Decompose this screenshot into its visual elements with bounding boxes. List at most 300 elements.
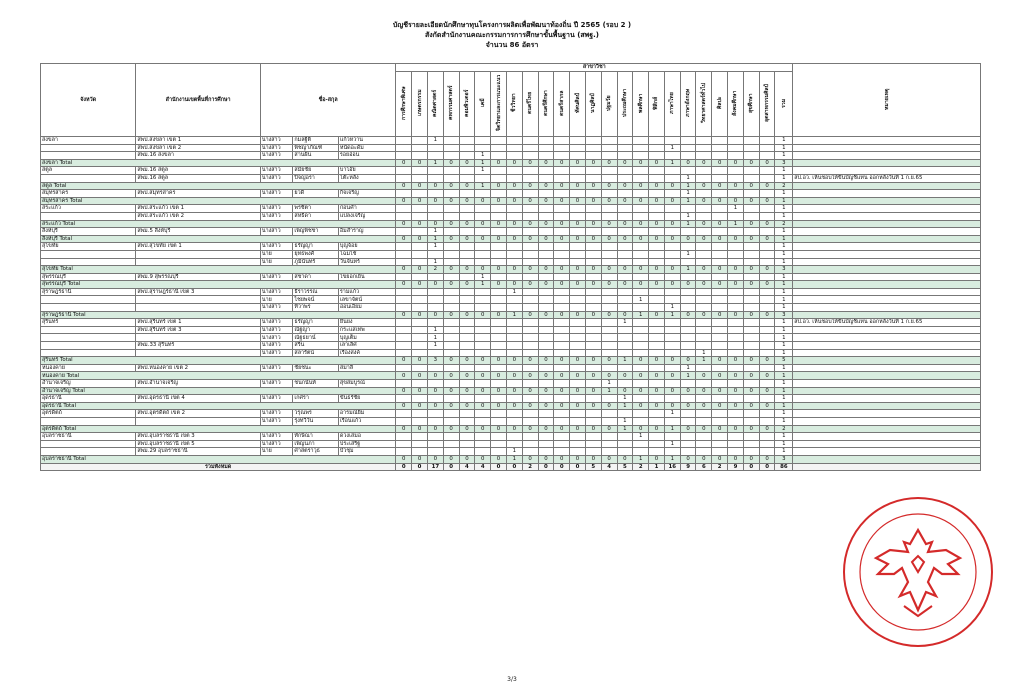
subject-value-cell	[570, 167, 586, 175]
subject-value-cell: 3	[427, 357, 443, 365]
province-total-row	[41, 311, 981, 319]
table-row	[41, 334, 981, 342]
subject-value-cell	[617, 326, 633, 334]
subject-value-cell: 0	[570, 425, 586, 433]
subject-value-cell: 0	[617, 182, 633, 190]
subject-value-cell: 0	[475, 266, 491, 274]
subject-value-cell	[633, 326, 649, 334]
subject-value-cell	[443, 167, 459, 175]
subject-value-cell	[459, 417, 475, 425]
subject-value-cell	[712, 433, 728, 441]
office-cell: สพป.อุบลราชธานี เขต 5	[136, 440, 261, 448]
subject-value-cell	[743, 205, 759, 213]
subject-value-cell	[728, 167, 744, 175]
subject-value-cell	[491, 273, 507, 281]
subject-value-cell	[680, 167, 696, 175]
subject-value-cell: 0	[538, 387, 554, 395]
subject-value-cell: 0	[664, 266, 680, 274]
subject-value-cell	[712, 364, 728, 372]
subject-value-cell: 1	[427, 258, 443, 266]
subject-value-cell	[585, 144, 601, 152]
subject-value-cell	[475, 380, 491, 388]
subject-value-cell	[728, 417, 744, 425]
subject-value-cell	[522, 258, 538, 266]
subject-value-cell	[664, 349, 680, 357]
subject-value-cell	[585, 326, 601, 334]
subject-value-cell: 1	[696, 349, 712, 357]
subject-value-cell: 0	[649, 281, 665, 289]
subject-value-cell	[443, 304, 459, 312]
subject-value-cell: 0	[396, 182, 412, 190]
office-cell: สพป.อำนาจเจริญ	[136, 380, 261, 388]
subject-value-cell	[475, 137, 491, 145]
table-row	[41, 440, 981, 448]
subject-value-cell: 0	[412, 197, 428, 205]
first-name-cell: สลารัตน์	[293, 349, 339, 357]
subject-value-cell	[506, 152, 522, 160]
note-cell	[793, 220, 981, 228]
subject-value-cell: 0	[412, 402, 428, 410]
subject-value-cell: 1	[680, 266, 696, 274]
table-row	[41, 167, 981, 175]
title-cell: นาย	[260, 250, 293, 258]
subject-value-cell	[538, 433, 554, 441]
row-total-cell: 1	[775, 334, 793, 342]
subject-value-cell	[570, 190, 586, 198]
first-name-cell: ปิจญ่อรา	[293, 174, 339, 182]
subject-value-cell: 0	[696, 159, 712, 167]
subject-value-cell: 0	[522, 357, 538, 365]
subject-value-cell	[743, 440, 759, 448]
subject-value-cell: 0	[538, 357, 554, 365]
subject-value-cell	[506, 258, 522, 266]
subject-value-cell	[664, 296, 680, 304]
subject-value-cell	[728, 334, 744, 342]
note-cell	[793, 250, 981, 258]
table-row	[41, 326, 981, 334]
subject-value-cell	[475, 342, 491, 350]
subject-value-cell	[712, 228, 728, 236]
subject-value-cell	[427, 364, 443, 372]
subject-value-cell	[601, 417, 617, 425]
subject-value-cell: 0	[396, 455, 412, 463]
subject-value-cell	[491, 212, 507, 220]
subject-value-cell: 0	[585, 372, 601, 380]
subject-value-cell: 0	[570, 463, 586, 471]
subject-value-cell: 0	[759, 266, 775, 274]
subject-value-cell	[491, 288, 507, 296]
subject-value-cell: 1	[475, 167, 491, 175]
note-cell	[793, 288, 981, 296]
subject-value-cell	[570, 319, 586, 327]
subject-value-cell	[633, 152, 649, 160]
subject-value-cell	[633, 190, 649, 198]
province-cell: อำนาจเจริญ	[41, 380, 136, 388]
subject-value-cell	[522, 296, 538, 304]
subject-value-cell	[712, 212, 728, 220]
subject-value-cell: 0	[491, 235, 507, 243]
subject-value-cell	[633, 212, 649, 220]
row-total-cell: 2	[775, 182, 793, 190]
row-total-cell: 1	[775, 440, 793, 448]
province-total-label: อุบลราชธานี Total	[41, 455, 396, 463]
subject-value-cell: 0	[427, 197, 443, 205]
subject-value-cell	[649, 205, 665, 213]
subject-value-cell	[506, 326, 522, 334]
subject-value-cell: 0	[728, 159, 744, 167]
subject-value-cell: 0	[728, 425, 744, 433]
subject-value-cell	[443, 205, 459, 213]
subject-value-cell	[538, 448, 554, 456]
province-total-row	[41, 235, 981, 243]
subject-value-cell	[427, 296, 443, 304]
subject-value-cell	[475, 205, 491, 213]
subject-value-cell	[759, 174, 775, 182]
row-total-cell: 1	[775, 174, 793, 182]
subject-value-cell	[522, 243, 538, 251]
subject-value-cell: 0	[491, 159, 507, 167]
subject-value-cell	[475, 417, 491, 425]
subject-value-cell	[696, 334, 712, 342]
subject-value-cell	[728, 304, 744, 312]
office-cell: สพป.สุราษฎร์ธานี เขต 3	[136, 288, 261, 296]
subject-value-cell	[522, 448, 538, 456]
title-cell: นางสาว	[260, 144, 293, 152]
subject-value-cell: 0	[506, 182, 522, 190]
subject-value-cell: 0	[538, 182, 554, 190]
subject-value-cell	[459, 228, 475, 236]
first-name-cell: รุ่งทวีวัน	[293, 417, 339, 425]
note-cell	[793, 417, 981, 425]
subject-value-cell	[696, 250, 712, 258]
first-name-cell: ยุทธพงศ์	[293, 250, 339, 258]
subject-value-cell	[712, 273, 728, 281]
title-cell: นางสาว	[260, 319, 293, 327]
subject-value-cell	[585, 167, 601, 175]
province-total-label: สระแก้ว Total	[41, 220, 396, 228]
note-cell	[793, 197, 981, 205]
subject-value-cell	[491, 380, 507, 388]
province-total-row	[41, 197, 981, 205]
last-name-cell: เลขาจัตน์	[338, 296, 395, 304]
subject-value-cell: 0	[664, 182, 680, 190]
subject-value-cell	[633, 273, 649, 281]
subject-value-cell: 0	[538, 266, 554, 274]
subject-value-cell	[459, 243, 475, 251]
subject-value-cell: 1	[427, 228, 443, 236]
subject-value-cell	[475, 190, 491, 198]
subject-value-cell	[617, 243, 633, 251]
subject-header: จิตวิทยาและการแนะแนว	[491, 71, 507, 136]
subject-value-cell: 0	[396, 220, 412, 228]
subject-value-cell: 0	[617, 197, 633, 205]
subject-value-cell	[617, 349, 633, 357]
subject-value-cell: 0	[412, 266, 428, 274]
province-cell	[41, 448, 136, 456]
subject-value-cell	[396, 410, 412, 418]
province-cell	[41, 334, 136, 342]
subject-value-cell	[554, 174, 570, 182]
subject-value-cell: 0	[412, 357, 428, 365]
subject-value-cell	[506, 167, 522, 175]
subject-value-cell	[712, 417, 728, 425]
subject-value-cell	[538, 380, 554, 388]
row-total-cell: 5	[775, 357, 793, 365]
subject-value-cell	[459, 144, 475, 152]
subject-value-cell	[506, 342, 522, 350]
province-cell	[41, 440, 136, 448]
last-name-cell: โฉมไช้	[338, 250, 395, 258]
subject-value-cell: 0	[491, 281, 507, 289]
subject-value-cell: 0	[570, 182, 586, 190]
subject-value-cell	[696, 410, 712, 418]
subject-value-cell	[696, 342, 712, 350]
subject-value-cell	[601, 273, 617, 281]
subject-value-cell	[396, 212, 412, 220]
subject-value-cell: 0	[522, 220, 538, 228]
table-row	[41, 258, 981, 266]
subject-value-cell	[475, 258, 491, 266]
subject-value-cell	[522, 250, 538, 258]
note-cell	[793, 463, 981, 471]
province-total-label: สมุทรสาคร Total	[41, 197, 396, 205]
subject-value-cell: 0	[759, 425, 775, 433]
subject-value-cell	[443, 258, 459, 266]
subject-value-cell: 0	[506, 372, 522, 380]
note-cell	[793, 190, 981, 198]
subject-value-cell	[743, 417, 759, 425]
subject-value-cell: 1	[664, 455, 680, 463]
last-name-cell: แก้วหวาน	[338, 137, 395, 145]
subject-value-cell	[443, 288, 459, 296]
subject-value-cell	[538, 288, 554, 296]
province-cell: สิงห์บุรี	[41, 228, 136, 236]
subject-value-cell	[617, 273, 633, 281]
last-name-cell: ประเสริฐ	[338, 440, 395, 448]
subject-value-cell	[585, 433, 601, 441]
subject-value-cell	[506, 212, 522, 220]
subject-value-cell	[570, 334, 586, 342]
subject-value-cell: 0	[743, 197, 759, 205]
subject-value-cell	[617, 342, 633, 350]
subject-value-cell: 0	[585, 220, 601, 228]
subject-value-cell	[427, 144, 443, 152]
province-total-row	[41, 357, 981, 365]
subject-value-cell	[585, 395, 601, 403]
subject-value-cell: 0	[649, 402, 665, 410]
subject-value-cell: 0	[649, 220, 665, 228]
subject-value-cell	[506, 417, 522, 425]
subject-value-cell	[617, 334, 633, 342]
province-cell	[41, 417, 136, 425]
subject-value-cell	[522, 334, 538, 342]
subject-value-cell	[664, 212, 680, 220]
subject-value-cell: 1	[649, 463, 665, 471]
subject-value-cell: 0	[696, 281, 712, 289]
title-cell: นางสาว	[260, 342, 293, 350]
province-cell: สระแก้ว	[41, 205, 136, 213]
subject-value-cell	[475, 212, 491, 220]
title-cell: นางสาว	[260, 228, 293, 236]
subject-value-cell	[585, 190, 601, 198]
subject-value-cell: 0	[491, 182, 507, 190]
title-cell: นางสาว	[260, 364, 293, 372]
subject-value-cell	[475, 144, 491, 152]
subject-value-cell	[696, 319, 712, 327]
subject-value-cell	[412, 296, 428, 304]
subject-value-cell	[412, 205, 428, 213]
subject-value-cell	[696, 395, 712, 403]
subject-value-cell	[585, 319, 601, 327]
subject-value-cell	[617, 258, 633, 266]
subject-value-cell	[743, 342, 759, 350]
subject-value-cell: 0	[743, 357, 759, 365]
subject-value-cell	[396, 433, 412, 441]
subject-value-cell	[522, 144, 538, 152]
province-total-label: หนองคาย Total	[41, 372, 396, 380]
note-cell	[793, 402, 981, 410]
subject-value-cell	[712, 448, 728, 456]
row-total-cell: 1	[775, 281, 793, 289]
subject-value-cell	[664, 205, 680, 213]
subject-value-cell: 0	[617, 235, 633, 243]
subject-value-cell	[522, 212, 538, 220]
subject-value-cell	[649, 380, 665, 388]
subject-value-cell	[554, 342, 570, 350]
subject-value-cell: 0	[585, 182, 601, 190]
subject-value-cell: 0	[585, 357, 601, 365]
subject-value-cell	[696, 448, 712, 456]
subject-value-cell	[554, 334, 570, 342]
subject-value-cell	[617, 250, 633, 258]
subject-value-cell	[570, 152, 586, 160]
subject-value-cell: 1	[680, 212, 696, 220]
subject-value-cell: 0	[554, 266, 570, 274]
subject-value-cell: 0	[728, 387, 744, 395]
note-cell	[793, 228, 981, 236]
subject-value-cell	[759, 228, 775, 236]
subject-value-cell: 0	[728, 311, 744, 319]
subject-header: เกษตรกรรม	[412, 71, 428, 136]
subject-value-cell: 0	[506, 387, 522, 395]
subject-value-cell: 0	[743, 266, 759, 274]
subject-value-cell	[743, 144, 759, 152]
subject-value-cell: 0	[617, 311, 633, 319]
title-cell: นางสาว	[260, 205, 293, 213]
subject-value-cell: 0	[585, 235, 601, 243]
note-cell	[793, 410, 981, 418]
province-total-row	[41, 266, 981, 274]
province-total-row	[41, 425, 981, 433]
subject-value-cell	[538, 349, 554, 357]
subject-value-cell	[585, 288, 601, 296]
note-cell	[793, 326, 981, 334]
subject-value-cell	[412, 326, 428, 334]
subject-value-cell: 0	[712, 357, 728, 365]
subject-value-cell	[664, 326, 680, 334]
subject-value-cell: 0	[522, 402, 538, 410]
subject-value-cell	[570, 364, 586, 372]
subject-value-cell: 0	[664, 372, 680, 380]
subject-value-cell	[538, 364, 554, 372]
subject-value-cell	[443, 440, 459, 448]
first-name-cell: ภูมินันทร์	[293, 258, 339, 266]
first-name-cell: ณัฐญา	[293, 326, 339, 334]
subject-value-cell: 0	[759, 463, 775, 471]
office-cell: สพม.16 สตูล	[136, 174, 261, 182]
first-name-cell: สริน	[293, 342, 339, 350]
subject-value-cell	[759, 288, 775, 296]
subject-value-cell	[696, 326, 712, 334]
subject-value-cell	[538, 319, 554, 327]
subject-value-cell	[554, 258, 570, 266]
subject-value-cell: 0	[554, 197, 570, 205]
subject-value-cell: 0	[570, 357, 586, 365]
subject-value-cell: 0	[633, 425, 649, 433]
subject-value-cell	[759, 433, 775, 441]
subject-value-cell	[506, 243, 522, 251]
row-total-cell: 3	[775, 266, 793, 274]
subject-value-cell: 1	[427, 235, 443, 243]
subject-value-cell	[396, 326, 412, 334]
subject-value-cell: 1	[617, 417, 633, 425]
subject-value-cell: 0	[459, 159, 475, 167]
subject-value-cell: 0	[412, 220, 428, 228]
subject-value-cell	[649, 174, 665, 182]
subject-value-cell	[554, 288, 570, 296]
subject-value-cell	[649, 440, 665, 448]
subject-value-cell: 0	[475, 425, 491, 433]
subject-value-cell	[554, 296, 570, 304]
subject-value-cell: 0	[649, 387, 665, 395]
subject-value-cell	[728, 349, 744, 357]
subject-value-cell: 1	[664, 311, 680, 319]
subject-value-cell	[649, 167, 665, 175]
subject-value-cell	[412, 395, 428, 403]
office-cell: สพป.สงขลา เขต 1	[136, 137, 261, 145]
subject-value-cell: 0	[506, 197, 522, 205]
subject-value-cell	[538, 137, 554, 145]
subject-value-cell	[538, 258, 554, 266]
subject-value-cell: 1	[664, 304, 680, 312]
note-cell	[793, 266, 981, 274]
subject-header: พลศึกษา	[633, 71, 649, 136]
subject-value-cell: 0	[522, 235, 538, 243]
subject-value-cell	[538, 174, 554, 182]
col-name: ชื่อ-สกุล	[260, 64, 395, 137]
province-total-row	[41, 372, 981, 380]
table-row	[41, 410, 981, 418]
subject-value-cell: 0	[427, 402, 443, 410]
subject-header: การศึกษาพิเศษ	[396, 71, 412, 136]
note-cell	[793, 433, 981, 441]
subject-value-cell	[743, 167, 759, 175]
subject-value-cell	[759, 364, 775, 372]
subject-header: วิทยาศาสตร์ทั่วไป	[696, 71, 712, 136]
first-name-cell: กมลฐิติ	[293, 137, 339, 145]
subject-value-cell: 0	[554, 220, 570, 228]
row-total-cell: 1	[775, 372, 793, 380]
subject-value-cell	[491, 433, 507, 441]
subject-value-cell	[554, 364, 570, 372]
subject-value-cell	[664, 448, 680, 456]
subject-value-cell	[538, 326, 554, 334]
subject-value-cell	[522, 433, 538, 441]
subject-value-cell: 0	[743, 182, 759, 190]
subject-value-cell	[443, 296, 459, 304]
subject-value-cell	[412, 448, 428, 456]
subject-value-cell: 0	[475, 220, 491, 228]
